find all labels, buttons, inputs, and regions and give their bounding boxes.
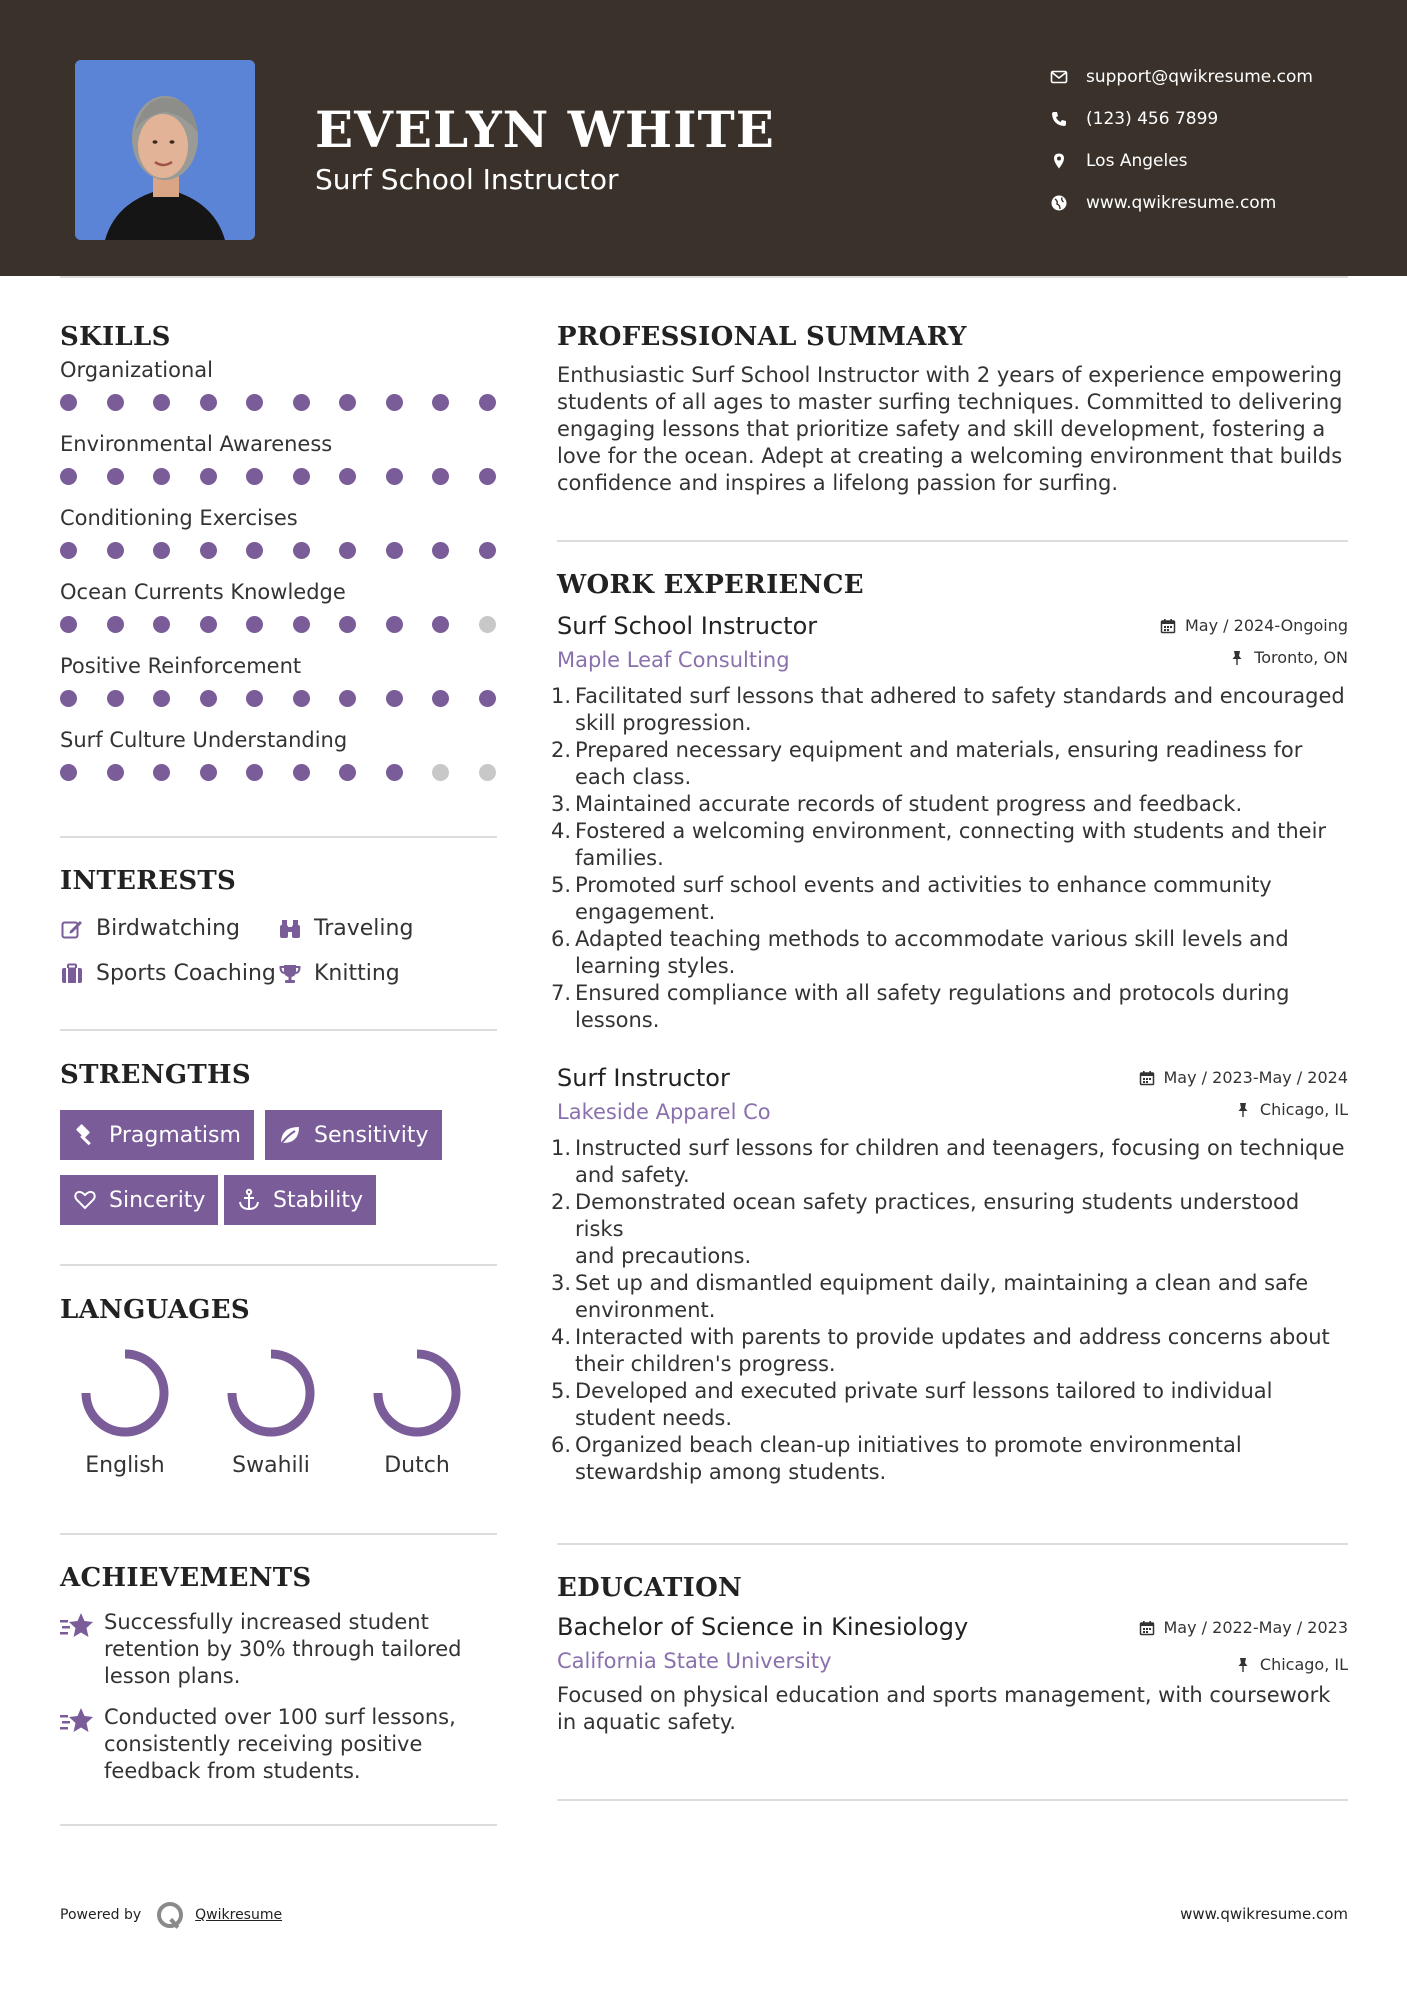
leaf-icon	[278, 1123, 302, 1147]
calendar-icon	[1160, 618, 1176, 634]
contact-email[interactable]: support@qwikresume.com	[1050, 56, 1313, 98]
skills-list	[60, 358, 497, 802]
rating-dot-filled	[293, 542, 310, 559]
rating-dot-filled	[246, 764, 263, 781]
language-gauge	[371, 1347, 463, 1439]
pushpin-icon	[1229, 650, 1245, 666]
gavel-icon	[73, 1123, 97, 1147]
rating-dot-filled	[60, 542, 77, 559]
school-name: California State University	[557, 1649, 832, 1673]
rating-dot-filled	[293, 468, 310, 485]
job-bullets	[551, 1135, 1348, 1486]
job-bullet: 2. Prepared necessary equipment and materials, ensuring readiness for each class.	[551, 738, 1303, 789]
rating-dot-filled	[432, 468, 449, 485]
footer-powered	[60, 1900, 282, 1930]
rating-dot-filled	[107, 616, 124, 633]
interest-item: Sports Coaching	[60, 961, 278, 986]
contact-list	[1050, 56, 1313, 224]
rating-dot-filled	[339, 764, 356, 781]
job-bullet: 3. Set up and dismantled equipment daily, maintaining a clean and safe environment.	[551, 1271, 1309, 1322]
rating-dot-filled	[200, 690, 217, 707]
divider	[60, 1264, 497, 1266]
interest-item: Birdwatching	[60, 916, 278, 941]
divider	[60, 1029, 497, 1031]
strength-badge: Sincerity	[60, 1175, 218, 1225]
education-date: May / 2022-May / 2023	[1139, 1618, 1349, 1637]
skill-label: Surf Culture Understanding	[60, 728, 348, 752]
education-description: Focused on physical education and sports management, with coursework in aquatic safety.	[557, 1683, 1331, 1734]
skill-rating	[60, 388, 497, 432]
rating-dot-filled	[200, 542, 217, 559]
rating-dot-filled	[339, 542, 356, 559]
language-item	[206, 1347, 336, 1478]
language-label: Swahili	[232, 1453, 310, 1478]
location-pin-icon	[1050, 152, 1068, 170]
profile-photo	[75, 60, 255, 240]
education-heading: EDUCATION	[557, 1573, 743, 1603]
rating-dot-empty	[432, 764, 449, 781]
rating-dot-filled	[153, 468, 170, 485]
calendar-icon	[1139, 1620, 1155, 1636]
rating-dot-filled	[60, 764, 77, 781]
rating-dot-filled	[479, 542, 496, 559]
job-company: Maple Leaf Consulting	[557, 648, 790, 672]
rating-dot-filled	[246, 616, 263, 633]
job-title: Surf Instructor	[557, 1064, 730, 1092]
rating-dot-filled	[293, 394, 310, 411]
language-item	[60, 1347, 190, 1478]
rating-dot-filled	[60, 468, 77, 485]
languages-heading: LANGUAGES	[60, 1295, 250, 1325]
calendar-icon	[1139, 1070, 1155, 1086]
strengths-section	[60, 1060, 497, 1240]
rating-dot-filled	[200, 764, 217, 781]
candidate-name: EVELYN WHITE	[315, 100, 775, 159]
rating-dot-filled	[107, 394, 124, 411]
language-item	[352, 1347, 482, 1478]
summary-section	[557, 322, 1348, 497]
rating-dot-filled	[293, 690, 310, 707]
job-location: Toronto, ON	[1229, 648, 1348, 667]
rating-dot-filled	[479, 468, 496, 485]
language-gauge-arc	[378, 1354, 456, 1432]
job-date: May / 2023-May / 2024	[1139, 1068, 1349, 1087]
skill-label: Ocean Currents Knowledge	[60, 580, 346, 604]
rating-dot-filled	[107, 690, 124, 707]
job-bullet: 1. Facilitated surf lessons that adhered to safety standards and encouraged skill progression.	[551, 684, 1345, 735]
skill-rating	[60, 536, 497, 580]
interest-item: Traveling	[278, 916, 413, 941]
skill-rating	[60, 462, 497, 506]
divider	[60, 1824, 497, 1826]
rating-dot-filled	[200, 616, 217, 633]
anchor-icon	[237, 1188, 261, 1212]
rating-dot-empty	[479, 616, 496, 633]
job-bullet: 4. Fostered a welcoming environment, connecting with students and their families.	[551, 819, 1327, 870]
rating-dot-filled	[107, 764, 124, 781]
interests-section	[60, 866, 497, 996]
summary-text: Enthusiastic Surf School Instructor with 2 years of experience empowering students of all ages to master surfing techniques. Committed to delivering engaging lessons that prioritize safety and skill development, fostering a love for the ocean. Adept at creating a welcoming environment that builds confidence and inspires a lifelong passion for surfing.	[557, 363, 1343, 495]
contact-website[interactable]: www.qwikresume.com	[1050, 182, 1313, 224]
rating-dot-filled	[60, 690, 77, 707]
job-date: May / 2024-Ongoing	[1160, 616, 1348, 635]
language-gauge-arc	[86, 1354, 164, 1432]
rating-dot-filled	[153, 394, 170, 411]
pushpin-icon	[1235, 1657, 1251, 1673]
skill-label: Positive Reinforcement	[60, 654, 302, 678]
rating-dot-filled	[432, 394, 449, 411]
language-gauge	[79, 1347, 171, 1439]
experience-heading: WORK EXPERIENCE	[557, 570, 864, 600]
language-gauge	[225, 1347, 317, 1439]
powered-by-label: Powered by	[60, 1907, 142, 1923]
header-divider	[60, 276, 1348, 278]
rating-dot-filled	[479, 690, 496, 707]
skill-label: Conditioning Exercises	[60, 506, 298, 530]
degree-title: Bachelor of Science in Kinesiology	[557, 1613, 969, 1641]
jobs-list	[551, 612, 1348, 1486]
education-location: Chicago, IL	[1235, 1655, 1348, 1674]
job-bullet: 5. Developed and executed private surf lessons tailored to individual student needs.	[551, 1379, 1273, 1430]
job-company: Lakeside Apparel Co	[557, 1100, 771, 1124]
job-location: Chicago, IL	[1235, 1100, 1348, 1119]
qwikresume-logo-icon	[155, 1900, 185, 1930]
rating-dot-filled	[246, 690, 263, 707]
summary-heading: PROFESSIONAL SUMMARY	[557, 322, 967, 352]
pushpin-icon	[1235, 1102, 1251, 1118]
rating-dot-filled	[386, 394, 403, 411]
skill-rating	[60, 758, 497, 802]
strength-badge: Pragmatism	[60, 1110, 254, 1160]
strengths-heading: STRENGTHS	[60, 1060, 251, 1090]
rating-dot-filled	[386, 616, 403, 633]
job-bullet: 5. Promoted surf school events and activities to enhance community engagement.	[551, 873, 1272, 924]
rating-dot-filled	[386, 690, 403, 707]
rating-dot-filled	[107, 468, 124, 485]
globe-icon	[1050, 194, 1068, 212]
skill-label: Organizational	[60, 358, 213, 382]
rating-dot-filled	[60, 616, 77, 633]
rating-dot-filled	[432, 616, 449, 633]
education-section	[557, 1573, 1348, 1753]
phone-icon	[1050, 110, 1068, 128]
job-bullet: 1. Instructed surf lessons for children and teenagers, focusing on technique and safety.	[551, 1136, 1345, 1187]
rating-dot-filled	[432, 690, 449, 707]
rating-dot-filled	[339, 690, 356, 707]
divider	[557, 1799, 1348, 1801]
strength-badge: Sensitivity	[265, 1110, 442, 1160]
achievements-heading: ACHIEVEMENTS	[60, 1563, 312, 1593]
rating-dot-filled	[339, 616, 356, 633]
job-bullets	[551, 683, 1348, 1034]
language-gauge-arc	[232, 1354, 310, 1432]
rating-dot-filled	[479, 394, 496, 411]
job-bullet: 6. Organized beach clean-up initiatives to promote environmental stewardship among students.	[551, 1433, 1242, 1484]
skill-label: Environmental Awareness	[60, 432, 333, 456]
trophy-icon	[278, 962, 302, 986]
job-title: Surf School Instructor	[557, 612, 818, 640]
divider	[60, 1533, 497, 1535]
rating-dot-filled	[293, 764, 310, 781]
footer-website[interactable]: www.qwikresume.com	[1180, 1905, 1348, 1923]
divider	[60, 836, 497, 838]
rating-dot-filled	[386, 764, 403, 781]
language-label: Dutch	[384, 1453, 450, 1478]
rating-dot-filled	[246, 468, 263, 485]
rating-dot-empty	[479, 764, 496, 781]
envelope-icon	[1050, 68, 1068, 86]
job-bullet: 6. Adapted teaching methods to accommodate various skill levels and learning styles.	[551, 927, 1289, 978]
strength-badge: Stability	[224, 1175, 376, 1225]
rating-dot-filled	[200, 394, 217, 411]
rating-dot-filled	[246, 394, 263, 411]
rating-dot-filled	[339, 468, 356, 485]
rating-dot-filled	[432, 542, 449, 559]
contact-location: Los Angeles	[1050, 140, 1313, 182]
job-entry	[551, 1064, 1348, 1486]
rating-dot-filled	[386, 542, 403, 559]
rating-dot-filled	[153, 542, 170, 559]
rating-dot-filled	[200, 468, 217, 485]
star-icon	[60, 1706, 94, 1736]
rating-dot-filled	[339, 394, 356, 411]
edit-icon	[60, 917, 84, 941]
rating-dot-filled	[386, 468, 403, 485]
contact-phone[interactable]: (123) 456 7899	[1050, 98, 1313, 140]
heart-icon	[73, 1188, 97, 1212]
job-bullet: 7. Ensured compliance with all safety regulations and protocols during lessons.	[551, 981, 1290, 1032]
brand-link[interactable]: Qwikresume	[195, 1907, 283, 1923]
rating-dot-filled	[153, 690, 170, 707]
star-icon	[60, 1611, 94, 1641]
achievement-item: Successfully increased student retention by 30% through tailored lesson plans.	[60, 1609, 461, 1690]
rating-dot-filled	[107, 542, 124, 559]
language-label: English	[85, 1453, 165, 1478]
skills-heading: SKILLS	[60, 322, 171, 352]
job-entry	[551, 612, 1348, 1034]
rating-dot-filled	[293, 616, 310, 633]
divider	[557, 1543, 1348, 1545]
skill-rating	[60, 610, 497, 654]
interest-item: Knitting	[278, 961, 400, 986]
binoculars-icon	[278, 917, 302, 941]
job-bullet: 4. Interacted with parents to provide updates and address concerns about their children's progress.	[551, 1325, 1330, 1376]
briefcase-icon	[60, 962, 84, 986]
candidate-role: Surf School Instructor	[315, 163, 619, 196]
rating-dot-filled	[153, 764, 170, 781]
languages-section	[60, 1295, 497, 1495]
job-bullet: 2. Demonstrated ocean safety practices, ensuring students understood risks and precautions.	[551, 1190, 1300, 1268]
achievement-item: Conducted over 100 surf lessons, consistently receiving positive feedback from students.	[60, 1704, 456, 1785]
rating-dot-filled	[153, 616, 170, 633]
resume-header	[0, 0, 1407, 276]
divider	[557, 540, 1348, 542]
experience-section	[551, 570, 1348, 1486]
interests-heading: INTERESTS	[60, 866, 237, 896]
skills-section	[60, 322, 497, 802]
rating-dot-filled	[60, 394, 77, 411]
achievements-section	[60, 1563, 497, 1813]
job-bullet: 3. Maintained accurate records of student progress and feedback.	[551, 792, 1243, 816]
skill-rating	[60, 684, 497, 728]
rating-dot-filled	[246, 542, 263, 559]
